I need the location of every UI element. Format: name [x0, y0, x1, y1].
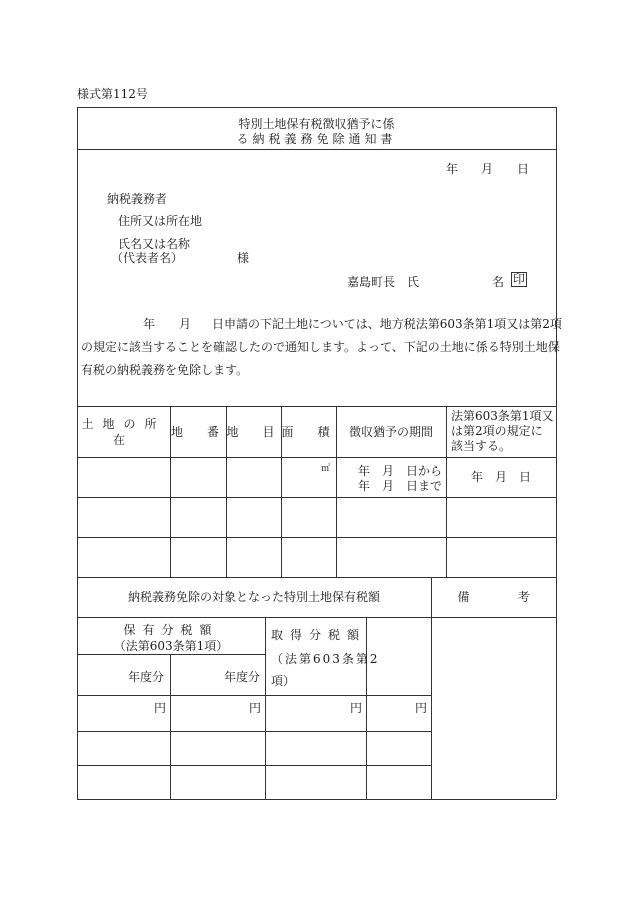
body-line-3: 有税の納税義務を免除します。: [81, 363, 249, 377]
holding-tax-sub: （法第603条第1項）: [113, 639, 229, 653]
yen-unit-2: 円: [249, 701, 262, 715]
date-month: 月: [481, 162, 494, 176]
applicable-date: 年 月 日: [470, 470, 531, 484]
date-year: 年: [446, 162, 459, 176]
date-day: 日: [517, 162, 530, 176]
representative-label: （代表者名）: [111, 251, 184, 265]
yen-unit-1: 円: [154, 701, 167, 715]
seal-mark: 印: [513, 272, 526, 286]
tax-amount-header: 納税義務免除の対象となった特別土地保有税額: [127, 590, 380, 604]
body-line-1: 日申請の下記土地については、地方税法第603条第1項又は第2項: [212, 317, 562, 331]
title-line-2: る納税義務免除通知書: [236, 132, 397, 146]
form-number: 様式第112号: [77, 87, 148, 101]
taxpayer-label: 納税義務者: [107, 192, 168, 206]
acquisition-tax-sub: （法第603条第2 項）: [271, 652, 380, 688]
header-area: 面 積: [281, 424, 336, 439]
issuer-title: 嘉島町長 氏: [347, 275, 420, 289]
header-land-category: 地 目: [226, 424, 281, 439]
name-label: 氏名又は名称: [118, 237, 191, 251]
address-label: 住所又は所在地: [118, 214, 203, 228]
issuer-name-suffix: 名: [492, 275, 505, 289]
fiscal-year-2: 年度分: [224, 670, 261, 684]
holding-tax-label: 保有分税額: [123, 623, 219, 637]
fiscal-year-1: 年度分: [128, 670, 165, 684]
body-year: 年: [143, 317, 156, 331]
honorific: 様: [237, 251, 250, 265]
header-applicable: 法第603条第1項又 は第2項の規定に 該当する。: [451, 409, 554, 453]
acquisition-tax-label: 取得分税額: [271, 628, 367, 642]
body-month: 月: [179, 317, 192, 331]
notice-form: [77, 107, 562, 799]
grace-to: 年 月 日まで: [358, 479, 443, 493]
title-line-1: 特別土地保有税徴収猶予に係: [238, 117, 395, 131]
yen-unit-4: 円: [415, 701, 428, 715]
header-location: 土地の所在: [81, 416, 166, 447]
grace-from: 年 月 日から: [358, 464, 443, 478]
yen-unit-3: 円: [350, 701, 363, 715]
header-grace-period: 徴収猶予の期間: [348, 424, 433, 439]
body-line-2: の規定に該当することを確認したので通知します。よって、下記の土地に係る特別土地保: [81, 340, 560, 354]
header-lot-number: 地 番: [170, 424, 225, 439]
remarks-header: 備 考: [457, 590, 530, 604]
area-unit: ㎡: [321, 464, 331, 474]
